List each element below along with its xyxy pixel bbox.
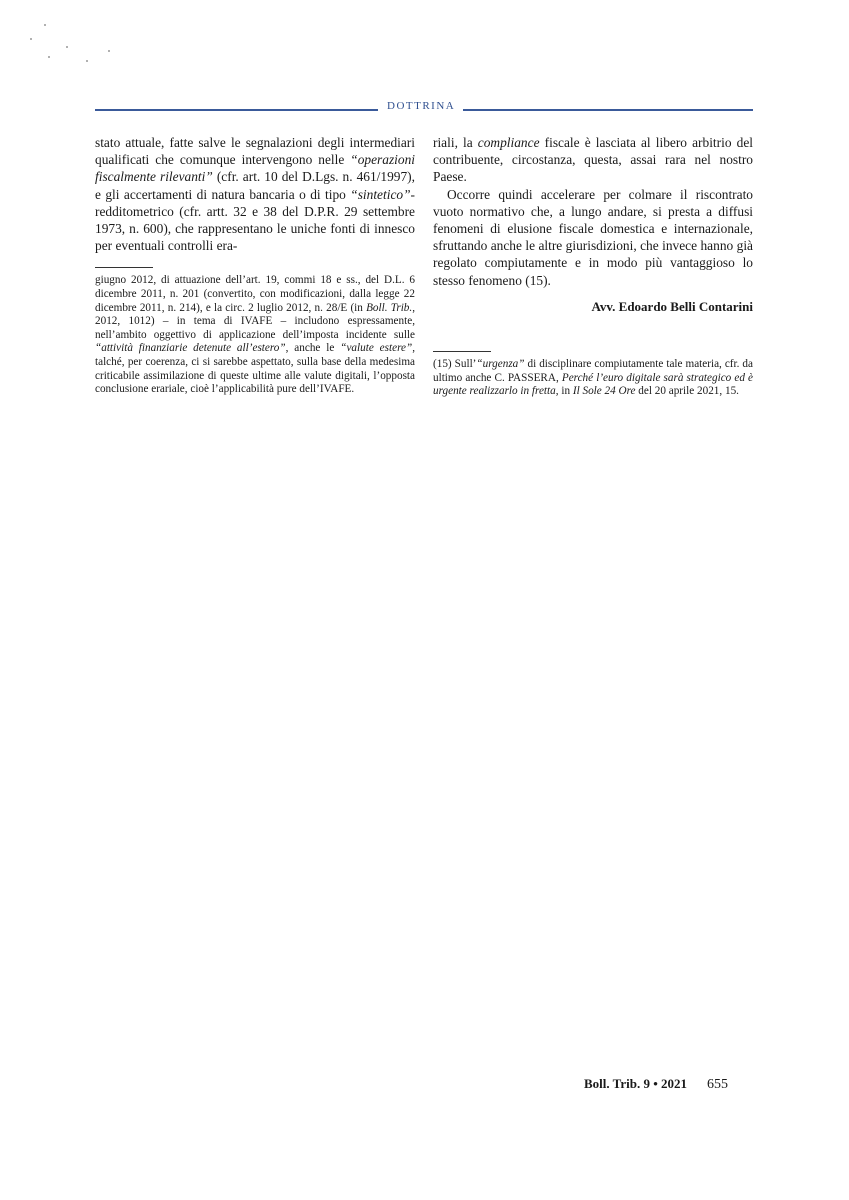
running-header — [95, 100, 753, 120]
text-run: Occorre quindi accelerare per colmare il riscontrato vuoto normativo che, a lungo andare, si presta a diffusi fenomeni di elusione fiscale domestica e internazionale, sfruttando anche le altre giurisdizioni, che invece hanno già regolato compiutamente e in modo più vantaggioso lo stesso fenomeno (15). — [433, 186, 753, 288]
body-paragraph — [433, 186, 753, 289]
italic-run: “attività finanziarie detenute all’estero” — [95, 342, 286, 355]
footnote-rule — [95, 267, 153, 268]
italic-run: “urgenza” — [476, 358, 525, 371]
italic-run: compliance — [477, 135, 540, 150]
italic-run: Perché l’euro digitale sarà strategico ed è urgente realizzarlo in fretta — [433, 371, 753, 398]
header-rule-right — [463, 109, 753, 111]
text-run: , 2012, 1012) – in tema di IVAFE – includono espressamente, nell’ambito oggettivo di applicazione dell’imposta incidente sulle — [95, 301, 415, 341]
text-run: , in — [555, 385, 573, 398]
footnote-continuation — [95, 274, 415, 396]
text-run: , anche le — [285, 342, 341, 355]
text-run: fiscale è lasciata al libero arbitrio del contribuente, circostanza, questa, assai rara nel nostro Paese. — [433, 135, 753, 185]
text-run: riali, la — [433, 135, 478, 150]
author-signature: Avv. Edoardo Belli Contarini — [591, 298, 753, 314]
left-column — [95, 134, 415, 397]
journal-reference: Boll. Trib. 9 • 2021 — [584, 1076, 688, 1091]
text-run: del 20 aprile 2021, 15. — [635, 385, 739, 398]
header-rule-left — [95, 109, 378, 111]
italic-run: Il Sole 24 Ore — [572, 385, 636, 398]
italic-run: “sintetico” — [350, 186, 411, 202]
page-number: 655 — [707, 1077, 729, 1092]
text-run: , talché, per coerenza, ci si sarebbe aspettato, sulla base della medesima criticabile assimilazione di queste ultime alle valute digitali, l’opposta conclusione erariale, cioè l’applicabilità pure dell’IVAFE. — [95, 342, 415, 396]
footnote-rule — [433, 351, 491, 352]
section-title: DOTTRINA — [387, 100, 456, 112]
text-run: giugno 2012, di attuazione dell’art. 19, commi 18 e ss., del D.L. 6 dicembre 2011, n. 201 (convertito, con modificazioni, dalla legge 22 dicembre 2011, n. 214), e la circ. 2 luglio 2012, n. 28/E (in — [95, 274, 415, 314]
text-run: (15) Sull’ — [433, 358, 477, 371]
text-run: -redditometrico (cfr. artt. 32 e 38 del D.P.R. 29 settembre 1973, n. 600), che rappresentano le uniche fonti di innesco per eventuali controlli era- — [95, 186, 415, 254]
footnote-15 — [433, 358, 753, 399]
italic-run: Boll. Trib. — [366, 301, 413, 314]
body-paragraph — [95, 134, 415, 254]
text-run: stato attuale, fatte salve le segnalazioni degli intermediari qualificati che comunque intervengono nelle — [95, 135, 415, 168]
italic-run: “operazioni fiscalmente rilevanti” — [95, 152, 415, 185]
right-column — [433, 134, 753, 399]
page-footer — [584, 1076, 728, 1093]
italic-run: “valute estere” — [340, 342, 413, 355]
body-paragraph — [433, 134, 753, 186]
text-run: (cfr. art. 10 del D.Lgs. n. 461/1997), e gli accertamenti di natura bancaria o di tipo — [95, 169, 415, 202]
text-run: di disciplinare compiutamente tale materia, cfr. da ultimo anche C. PASSERA, — [433, 358, 753, 384]
